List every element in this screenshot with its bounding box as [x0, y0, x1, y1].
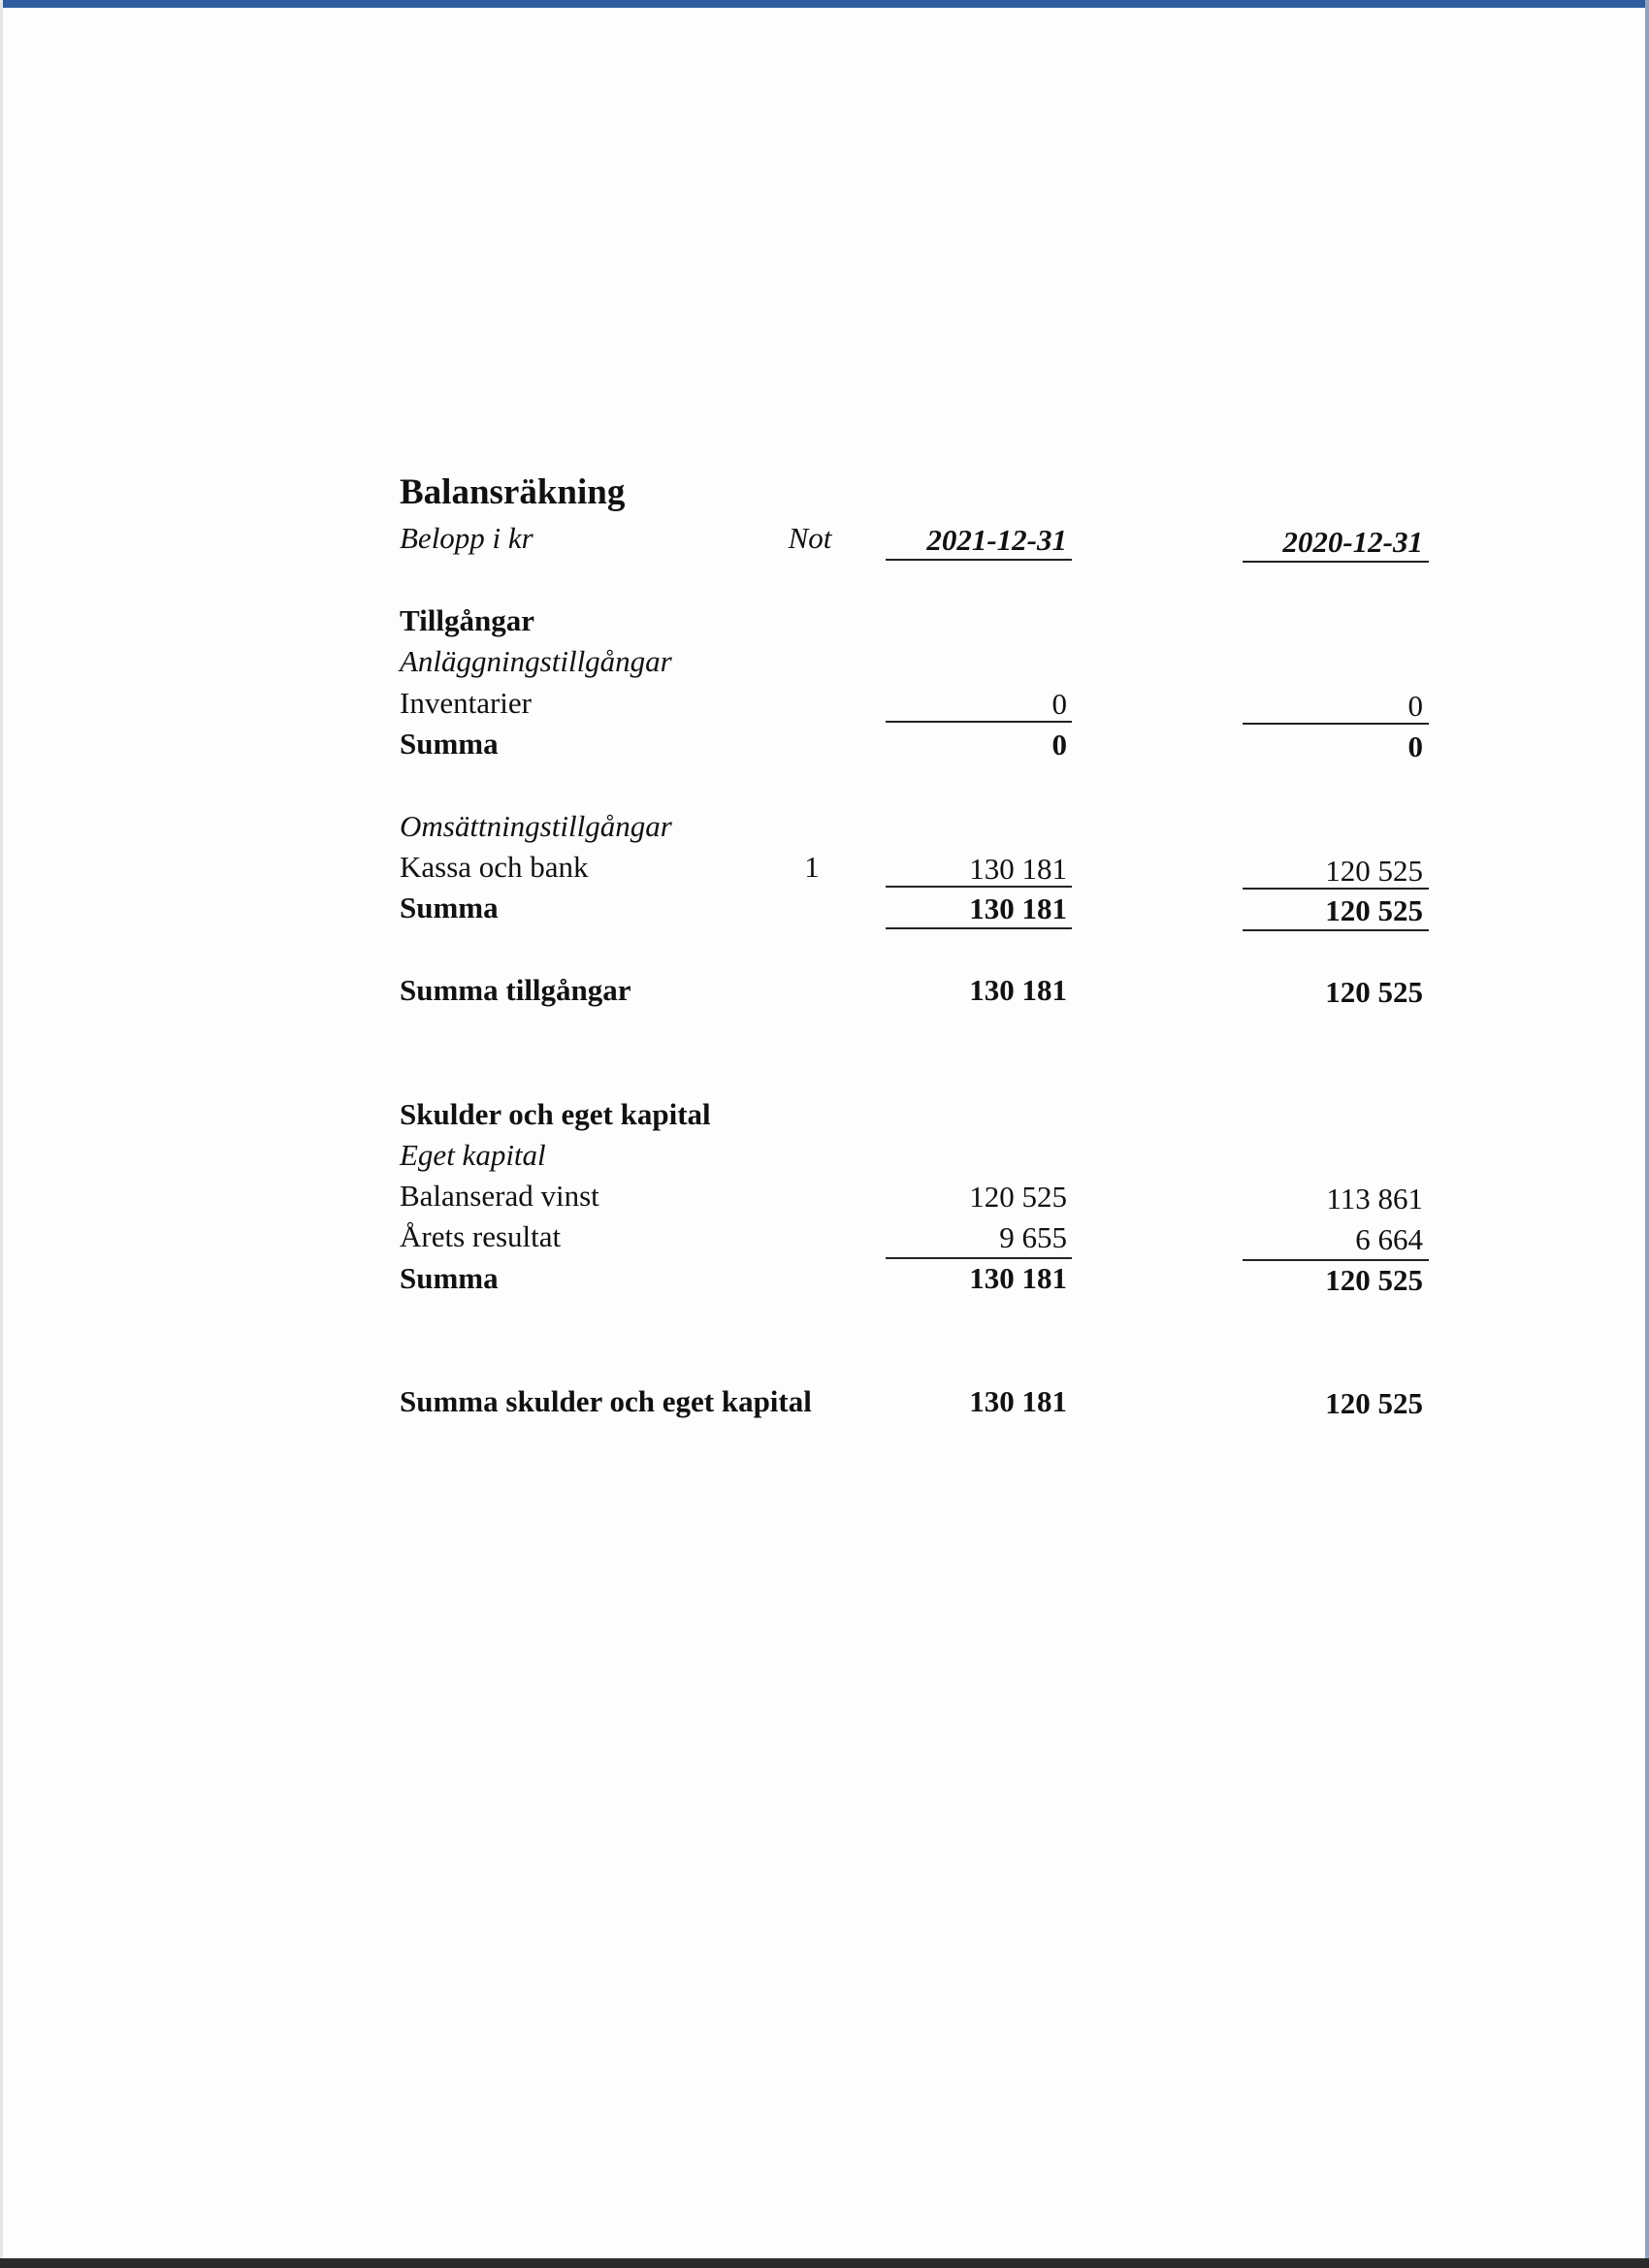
total-liabilities-2020: 120 525: [1325, 1386, 1423, 1420]
column-header-2021: 2021-12-31: [926, 523, 1067, 557]
sum-line-2021: [886, 886, 1072, 888]
row-value-2020: 6 664: [1355, 1222, 1423, 1256]
row-value-2020: 113 861: [1326, 1182, 1423, 1215]
row-value-2020: 0: [1407, 689, 1423, 723]
sum-line-2020: [1243, 888, 1429, 890]
total-assets-2021: 130 181: [969, 973, 1067, 1007]
row-note: 1: [804, 850, 820, 884]
fixed-assets-sum-label: Summa: [400, 727, 499, 761]
row-label: Årets resultat: [400, 1219, 562, 1253]
liabilities-heading: Skulder och eget kapital: [400, 1097, 711, 1131]
unit-label: Belopp i kr: [400, 521, 534, 555]
row-value-2020: 120 525: [1325, 854, 1423, 888]
column-header-2020: 2020-12-31: [1282, 525, 1423, 559]
total-assets-2020: 120 525: [1325, 975, 1423, 1009]
equity-sum-2021: 130 181: [969, 1261, 1067, 1295]
equity-heading: Eget kapital: [400, 1138, 546, 1172]
header-underline-2020: [1243, 561, 1429, 563]
row-label: Kassa och bank: [400, 850, 589, 884]
header-underline-2021: [886, 559, 1072, 561]
row-label: Balanserad vinst: [400, 1179, 599, 1213]
row-value-2021: 120 525: [969, 1180, 1067, 1214]
fixed-assets-sum-2021: 0: [1051, 728, 1067, 761]
total-liabilities-label: Summa skulder och eget kapital: [400, 1384, 812, 1418]
fixed-assets-heading: Anläggningstillgångar: [400, 644, 672, 678]
equity-sum-label: Summa: [400, 1261, 499, 1295]
fixed-assets-sum-2020: 0: [1407, 729, 1423, 763]
sum-underline-2021: [886, 927, 1072, 929]
note-column-header: Not: [788, 521, 832, 555]
equity-sum-2020: 120 525: [1325, 1263, 1423, 1297]
current-assets-sum-label: Summa: [400, 891, 499, 924]
row-label: Inventarier: [400, 686, 532, 720]
current-assets-sum-2020: 120 525: [1325, 893, 1423, 927]
row-value-2021: 130 181: [969, 852, 1067, 886]
sum-line-2021: [886, 721, 1072, 723]
current-assets-sum-2021: 130 181: [969, 891, 1067, 925]
row-value-2021: 0: [1051, 687, 1067, 721]
current-assets-heading: Omsättningstillgångar: [400, 809, 672, 843]
sum-line-2020: [1243, 723, 1429, 725]
total-liabilities-2021: 130 181: [969, 1384, 1067, 1418]
total-assets-label: Summa tillgångar: [400, 973, 631, 1007]
assets-heading: Tillgångar: [400, 603, 534, 637]
sum-underline-2020: [1243, 929, 1429, 931]
row-value-2021: 9 655: [999, 1220, 1067, 1254]
page-title: Balansräkning: [400, 472, 626, 512]
